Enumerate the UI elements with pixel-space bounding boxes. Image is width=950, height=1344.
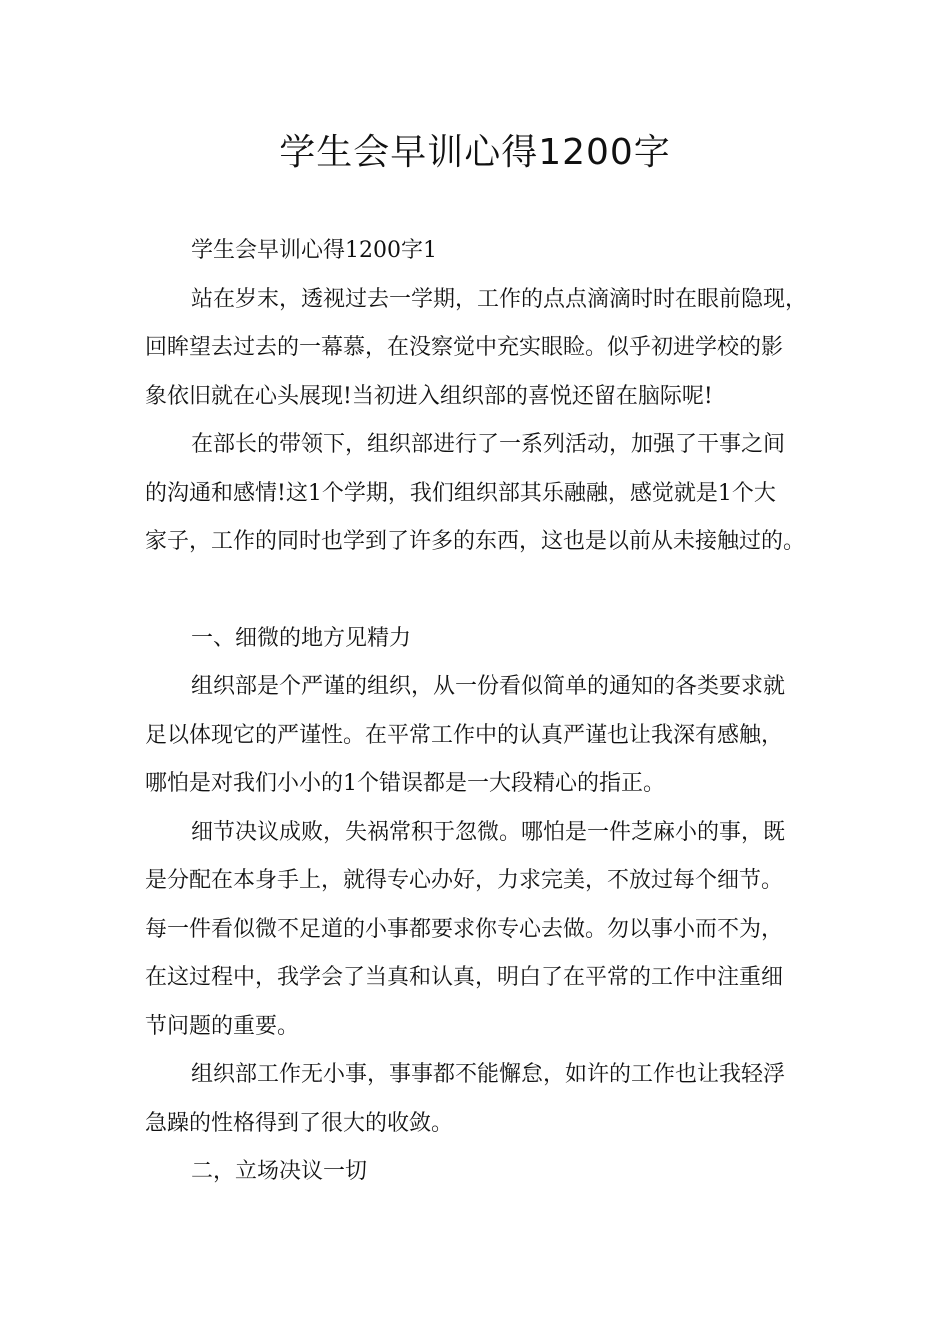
paragraph-2: [145, 421, 825, 567]
text-line: 哪怕是对我们小小的1个错误都是一大段精心的指正。: [145, 771, 665, 796]
text-line: 的沟通和感情!这1个学期，我们组织部其乐融融，感觉就是1个大: [145, 480, 776, 506]
text-line: 在部长的带领下，组织部进行了一系列活动，加强了干事之间: [191, 432, 786, 457]
text-line: 学生会早训心得1200字1: [191, 238, 437, 263]
text-line: 是分配在本身手上，就得专心办好，力求完美，不放过每个细节。: [145, 868, 784, 893]
document-title: 学生会早训心得1200字: [279, 132, 671, 173]
text-line: 细节决议成败，失祸常积于忽微。哪怕是一件芝麻小的事，既: [191, 819, 786, 845]
text-line: 急躁的性格得到了很大的收敛。: [145, 1110, 454, 1136]
paragraph-gap: [145, 567, 825, 615]
text-line: 家子，工作的同时也学到了许多的东西，这也是以前从未接触过的。: [145, 529, 806, 554]
text-line: 组织部是个严谨的组织，从一份看似简单的通知的各类要求就: [191, 674, 786, 699]
text-line: 节问题的重要。: [145, 1013, 300, 1039]
document-body: [145, 227, 825, 1197]
paragraph-1: [145, 276, 825, 422]
text-line: 足以体现它的严谨性。在平常工作中的认真严谨也让我深有感触，: [145, 722, 784, 748]
text-line: 站在岁末，透视过去一学期，工作的点点滴滴时时在眼前隐现，: [191, 286, 808, 312]
paragraph-3: [145, 663, 825, 809]
text-line: 组织部工作无小事，事事都不能懈怠，如许的工作也让我轻浮: [191, 1062, 786, 1087]
text-line: 二，立场决议一切: [191, 1159, 368, 1184]
paragraph-5: [145, 1051, 825, 1148]
text-line: 一、细微的地方见精力: [191, 625, 412, 651]
text-line: 回眸望去过去的一幕慕，在没察觉中充实眼睑。似乎初进学校的影: [145, 335, 784, 360]
section-heading-1: [145, 615, 825, 664]
paragraph-subtitle: [145, 227, 825, 276]
paragraph-4: [145, 809, 825, 1052]
text-line: 象依旧就在心头展现!当初进入组织部的喜悦还留在脑际呢!: [145, 383, 713, 409]
text-line: 在这过程中，我学会了当真和认真，明白了在平常的工作中注重细: [145, 965, 784, 990]
text-line: 每一件看似微不足道的小事都要求你专心去做。勿以事小而不为，: [145, 916, 784, 942]
section-heading-2: [145, 1148, 825, 1197]
